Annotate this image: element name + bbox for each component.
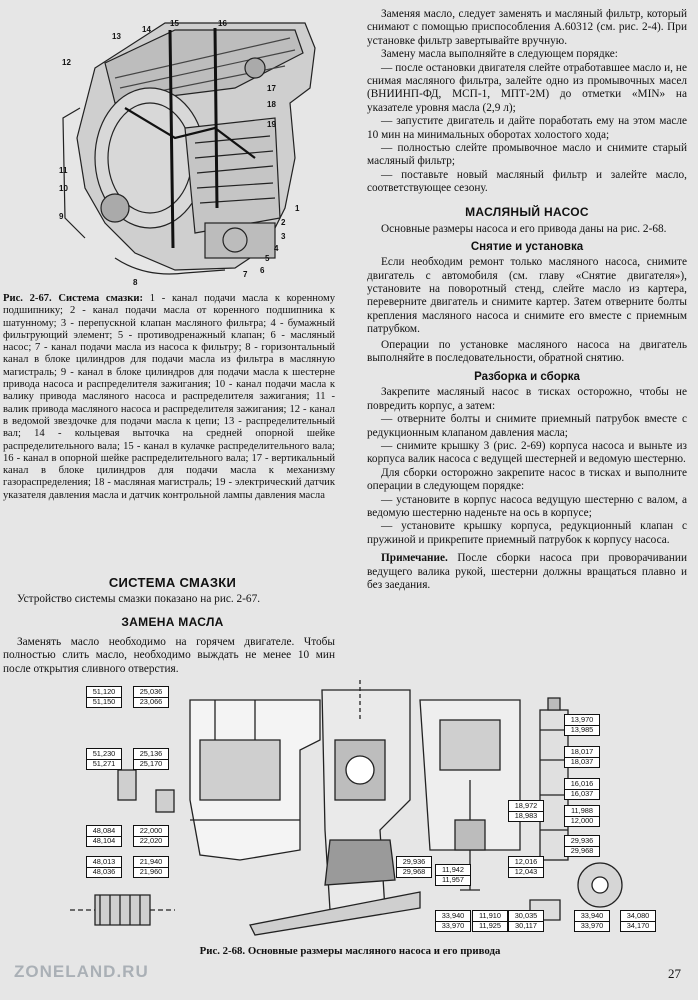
dim-box: [133, 748, 169, 770]
assembly-step-3: — установите в корпус насоса ведущую шестерню с валом, а ведомую шестерню наденьте на ось в корпусе;: [367, 493, 687, 519]
figure-2-68-caption: Рис. 2-68. Основные размеры масляного насоса и его привода: [199, 945, 501, 957]
dim-box: [564, 746, 600, 768]
dim-upper: 25,036: [134, 688, 168, 698]
dim-upper: 21,940: [134, 858, 168, 868]
dim-box: [86, 748, 122, 770]
dim-upper: 30,035: [509, 912, 543, 922]
assembly-paragraph-2: Для сборки осторожно закрепите насос в тисках и выполните операции в следующем порядке:: [367, 466, 687, 493]
dim-upper: 48,084: [87, 827, 121, 837]
dim-box: [435, 910, 471, 932]
assembly-step-1: — отверните болты и снимите приемный патрубок вместе с редукционным клапаном давления масла;: [367, 413, 687, 439]
callout-12: 12: [62, 58, 71, 67]
dim-upper: 29,936: [397, 858, 431, 868]
callout-5: 5: [265, 254, 270, 263]
callout-8: 8: [133, 278, 138, 287]
dim-lower: 11,925: [478, 920, 502, 930]
callout-10: 10: [59, 184, 68, 193]
note-paragraph: [367, 552, 687, 592]
dim-lower: 11,957: [441, 874, 465, 884]
oil-change-step-4: — поставьте новый масляный фильтр и залейте масло, соответствующее сезону.: [367, 168, 687, 195]
dim-lower: 18,983: [514, 810, 538, 820]
section-title-oil-pump: МАСЛЯНЫЙ НАСОС: [465, 204, 589, 219]
dim-lower: 29,968: [570, 845, 594, 855]
dim-lower: 33,970: [441, 920, 465, 930]
dim-upper: 33,940: [575, 912, 609, 922]
dim-upper: 25,136: [134, 750, 168, 760]
dim-lower: 34,170: [626, 920, 650, 930]
dim-box: [574, 910, 610, 932]
dim-lower: 33,970: [580, 920, 604, 930]
dim-lower: 48,036: [92, 866, 116, 876]
callout-18: 18: [267, 100, 276, 109]
dim-lower: 48,104: [92, 835, 116, 845]
dim-lower: 13,985: [570, 724, 594, 734]
dim-upper: 29,936: [565, 837, 599, 847]
subsection-removal: Снятие и установка: [470, 241, 584, 254]
oil-pump-text: Основные размеры насоса и его привода даны на рис. 2-68.: [381, 222, 667, 235]
dim-upper: 22,000: [134, 827, 168, 837]
dim-box: [564, 778, 600, 800]
callout-15: 15: [170, 19, 179, 28]
dim-box: [396, 856, 432, 878]
callout-13: 13: [112, 32, 121, 41]
figure-2-67-legend: 1 - канал подачи масла к коренному подшипнику; 2 - канал подачи масла от коренного подшипника к шатунному; 3 - перепускной клапан масляного фильтра; 4 - бумажный фильтрующий элемент; 5 - противодренажный клапан; 6 - масляный насос; 7 - канал подачи масла из насоса к фильтру; 8 - горизонтальный канал в блоке цилиндров для подачи масла из фильтра в масляную магистраль; 9 - канал в блоке цилиндров для подачи масла к шестерне привода насоса и распределителя зажигания; 10 - канал подачи масла к валику привода масляного насоса и распределителя зажигания; 11 - валик привода масляного насоса и распределителя зажигания; 12 - канал в ведомой звездочке для подачи масла к цепи; 13 - распределительный вал; 14 - кольцевая выточка на средней опорной шейке распределительного вала; 15 - канал в кулачке распределительного вала; 16 - канал в опорной шейке распределительного вала; 17 - вертикальный канал в блоке цилиндров для подачи масла к механизму газораспределения; 18 - масляная магистраль; 19 - электрический датчик указателя давления масла и датчик контрольной лампы давления масла: [3, 293, 336, 501]
oil-change-text: Заменять масло необходимо на горячем двигателе. Чтобы полностью слить масло, необходимо выждать не менее 10 мин после открытия сливного отверстия.: [3, 636, 335, 675]
dim-lower: 51,150: [92, 696, 116, 706]
assembly-step-4: — установите крышку корпуса, редукционный клапан с пружиной и прикрепите приемный патрубок к корпусу насоса.: [367, 520, 687, 546]
dim-box: [435, 864, 471, 886]
figure-2-67-caption: [3, 293, 335, 502]
oil-change-order: Замену масла выполняйте в следующем порядке:: [381, 48, 618, 61]
dim-upper: 18,972: [509, 802, 543, 812]
dim-lower: 21,960: [139, 866, 163, 876]
dim-lower: 29,968: [402, 866, 426, 876]
dim-box: [564, 714, 600, 736]
callout-9: 9: [59, 212, 64, 221]
dim-upper: 12,016: [509, 858, 543, 868]
assembly-step-2: — снимите крышку 3 (рис. 2-69) корпуса насоса и выньте из корпуса валик насоса с ведущей шестерней и ведомую шестерню.: [367, 439, 687, 466]
dim-box: [86, 686, 122, 708]
dim-lower: 18,037: [570, 756, 594, 766]
callout-4: 4: [274, 244, 279, 253]
dim-upper: 51,230: [87, 750, 121, 760]
section-title-oil-change: ЗАМЕНА МАСЛА: [121, 615, 224, 629]
dim-upper: 33,940: [436, 912, 470, 922]
dim-box: [564, 835, 600, 857]
oil-change-step-2: — запустите двигатель и дайте поработать ему на этом масле 10 мин на минимальных оборотах холостого хода;: [367, 115, 687, 141]
dim-lower: 23,066: [139, 696, 163, 706]
oil-change-step-3: — полностью слейте промывочное масло и снимите старый масляный фильтр;: [367, 142, 687, 168]
section-lubrication-text: Устройство системы смазки показано на рис. 2-67.: [17, 593, 261, 605]
callout-6: 6: [260, 266, 265, 275]
dim-upper: 11,942: [436, 866, 470, 876]
dim-upper: 11,988: [565, 807, 599, 817]
dim-upper: 13,970: [565, 716, 599, 726]
callout-19: 19: [267, 120, 276, 129]
dim-box: [620, 910, 656, 932]
dim-lower: 16,037: [570, 788, 594, 798]
dim-lower: 22,020: [139, 835, 163, 845]
watermark: ZONELAND.RU: [14, 962, 149, 981]
dim-box: [133, 856, 169, 878]
figure-2-67-label: Рис. 2-67. Система смазки:: [3, 293, 144, 304]
dim-lower: 30,117: [514, 920, 538, 930]
engine-lubrication-illustration: [55, 8, 345, 290]
page-number: 27: [668, 966, 681, 981]
callout-14: 14: [142, 25, 151, 34]
callout-1: 1: [295, 204, 300, 213]
dim-upper: 51,120: [87, 688, 121, 698]
callout-2: 2: [281, 218, 286, 227]
dim-upper: 16,016: [565, 780, 599, 790]
section-title-lubrication: СИСТЕМА СМАЗКИ: [108, 575, 237, 590]
note-label: Примечание.: [381, 552, 448, 565]
dim-upper: 48,013: [87, 858, 121, 868]
dim-box: [508, 800, 544, 822]
dim-upper: 34,080: [621, 912, 655, 922]
removal-paragraph-2: Операции по установке масляного насоса на двигатель выполняйте в последовательности, обратной снятию.: [367, 338, 687, 364]
dim-box: [133, 686, 169, 708]
dim-box: [564, 805, 600, 827]
dim-lower: 12,000: [570, 815, 594, 825]
dim-box: [86, 825, 122, 847]
callout-11: 11: [59, 166, 68, 175]
dim-box: [508, 910, 544, 932]
removal-paragraph-1: Если необходим ремонт только масляного насоса, снимите двигатель с автомобиля (см. главу «Снятие двигателя»), установите на поворотный стенд, слейте масло из картера, переверните двигатель и снимите картер. Затем отверните болты крепления масляного насоса и снимите его вместе с приемным патрубком.: [367, 256, 687, 336]
dim-box: [133, 825, 169, 847]
callout-3: 3: [281, 232, 286, 241]
dim-lower: 25,170: [139, 758, 163, 768]
oil-filter-paragraph: Заменяя масло, следует заменять и масляный фильтр, который снимают с помощью приспособления А.60312 (см. рис. 2-4). При установке фильтр завертывайте вручную.: [367, 8, 687, 47]
dim-box: [508, 856, 544, 878]
subsection-assembly: Разборка и сборка: [474, 371, 580, 384]
dim-lower: 12,043: [514, 866, 538, 876]
oil-change-step-1: — после остановки двигателя слейте отработавшее масло и, не снимая масляного фильтра, залейте одно из промывочных масел (ВНИИНП-ФД, МСП-1, МПТ-2М) до отметки «MIN» на указателе уровня масла (2,9 л);: [367, 61, 687, 114]
callout-17: 17: [267, 84, 276, 93]
assembly-paragraph-1: Закрепите масляный насос в тисках осторожно, чтобы не повредить корпус, а затем:: [367, 386, 687, 412]
dim-box: [472, 910, 508, 932]
dim-upper: 11,910: [473, 912, 507, 922]
engine-drawing: [55, 8, 345, 290]
figure-2-68-drawing: [0, 680, 698, 942]
dim-lower: 51,271: [92, 758, 116, 768]
note-text: После сборки насоса при проворачивании ведущего валика рукой, шестерни должны вращаться плавно и без заедания.: [367, 552, 687, 592]
callout-7: 7: [243, 270, 248, 279]
callout-16: 16: [218, 19, 227, 28]
dim-box: [86, 856, 122, 878]
right-column: [367, 8, 687, 592]
dim-upper: 18,017: [565, 748, 599, 758]
